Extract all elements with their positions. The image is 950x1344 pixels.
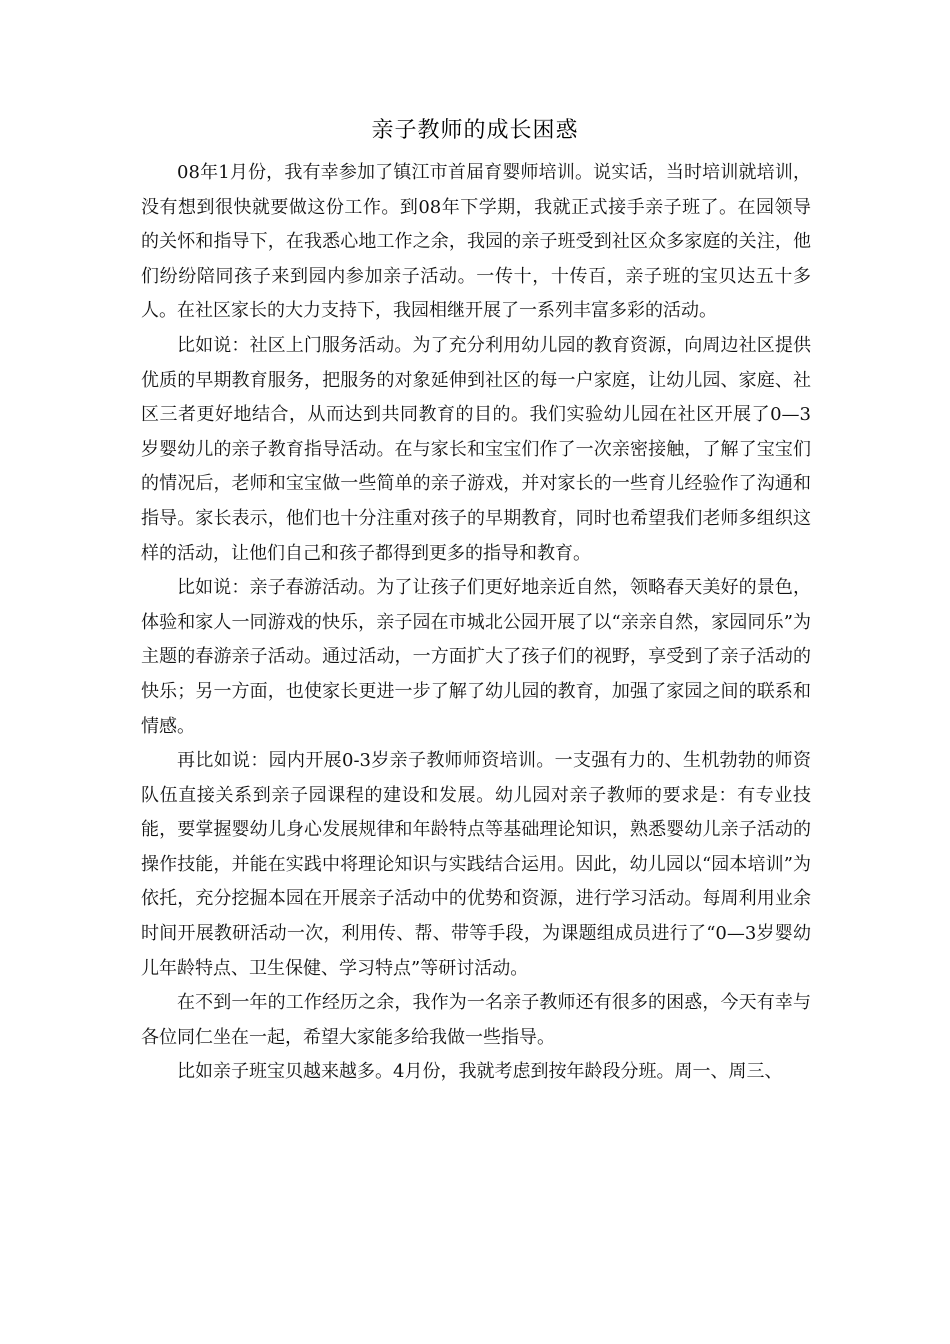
paragraph-teacher-training: 再比如说：园内开展0-3岁亲子教师师资培训。一支强有力的、生机勃勃的师资队伍直接关系到亲子园课程的建设和发展。幼儿园对亲子教师的要求是：有专业技能，要掌握婴幼儿身心发展规律和年龄特点等基础理论知识，熟悉婴幼儿亲子活动的操作技能，并能在实践中将理论知识与实践结合运用。因此，幼儿园以“园本培训”为依托，充分挖掘本园在开展亲子活动中的优势和资源，进行学习活动。每周利用业余时间开展教研活动一次，利用传、帮、带等手段，为课题组成员进行了“0—3岁婴幼儿年龄特点、卫生保健、学习特点”等研讨活动。 xyxy=(141,750,811,979)
document-title: 亲子教师的成长困惑 xyxy=(371,118,579,143)
paragraph-intro: 08年1月份，我有幸参加了镇江市首届育婴师培训。说实话，当时培训就培训，没有想到很快就要做这份工作。到08年下学期，我就正式接手亲子班了。在园领导的关怀和指导下，在我悉心地工作之余，我园的亲子班受到社区众多家庭的关注，他们纷纷陪同孩子来到园内参加亲子活动。一传十，十传百，亲子班的宝贝达五十多人。在社区家长的大力支持下，我园相继开展了一系列丰富多彩的活动。 xyxy=(141,162,811,322)
paragraph-confusion: 在不到一年的工作经历之余，我作为一名亲子教师还有很多的困惑，今天有幸与各位同仁坐在一起，希望大家能多给我做一些指导。 xyxy=(141,992,811,1048)
document-body xyxy=(141,156,811,1090)
paragraph-class-division: 比如亲子班宝贝越来越多。4月份，我就考虑到按年龄段分班。周一、周三、 xyxy=(177,1061,783,1083)
paragraph-community-service: 比如说：社区上门服务活动。为了充分利用幼儿园的教育资源，向周边社区提供优质的早期教育服务，把服务的对象延伸到社区的每一户家庭，让幼儿园、家庭、社区三者更好地结合，从而达到共同教育的目的。我们实验幼儿园在社区开展了0—3岁婴幼儿的亲子教育指导活动。在与家长和宝宝们作了一次亲密接触，了解了宝宝们的情况后，老师和宝宝做一些简单的亲子游戏，并对家长的一些育儿经验作了沟通和指导。家长表示，他们也十分注重对孩子的早期教育，同时也希望我们老师多组织这样的活动，让他们自己和孩子都得到更多的指导和教育。 xyxy=(141,334,811,564)
paragraph-spring-outing: 比如说：亲子春游活动。为了让孩子们更好地亲近自然，领略春天美好的景色，体验和家人一同游戏的快乐，亲子园在市城北公园开展了以“亲亲自然，家园同乐”为主题的春游亲子活动。通过活动，一方面扩大了孩子们的视野，享受到了亲子活动的快乐；另一方面，也使家长更进一步了解了幼儿园的教育，加强了家园之间的联系和情感。 xyxy=(141,577,811,737)
